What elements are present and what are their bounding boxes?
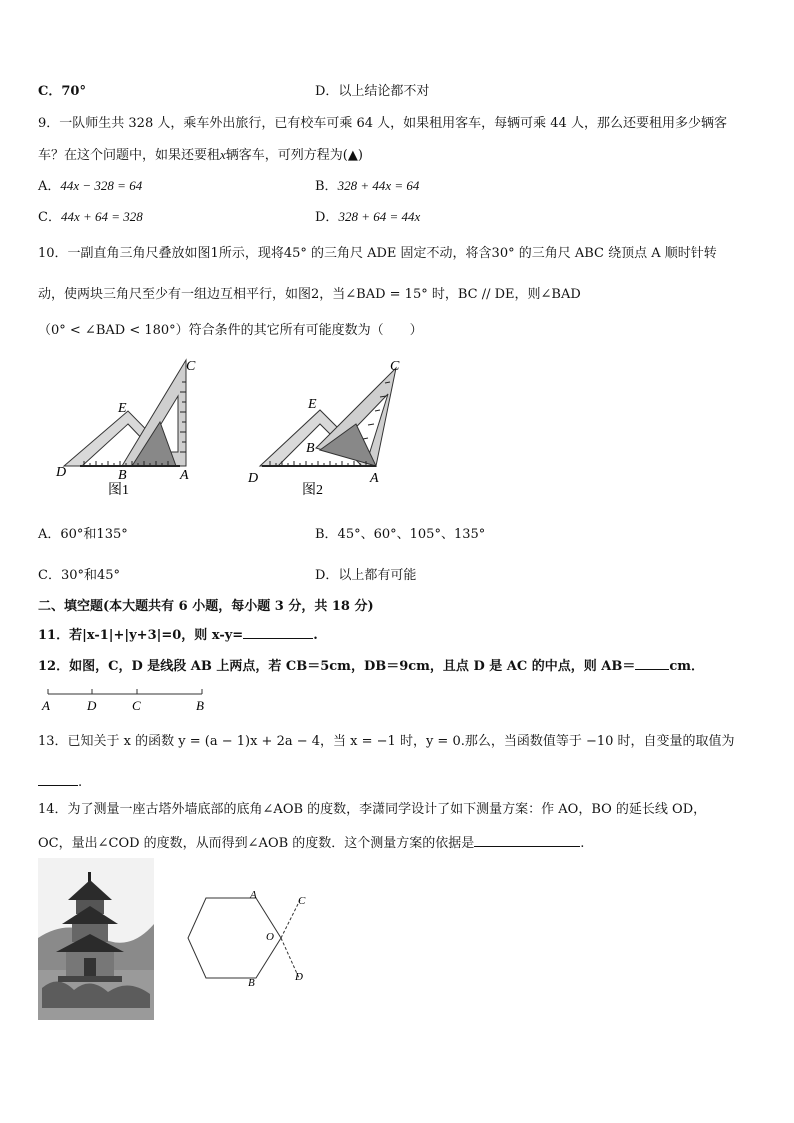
q10-option-c: C．30°和45° — [38, 568, 121, 583]
q9-line2-post: 辆客车，可列方程为(▲) — [225, 148, 363, 163]
q14-end: . — [580, 836, 585, 851]
hex-label-d: D — [295, 971, 303, 983]
fig2-label-c: C — [390, 359, 400, 374]
q14-hexagon-figure — [180, 886, 320, 996]
q12 — [38, 657, 704, 675]
pagoda-door — [84, 958, 96, 978]
q10-figure-2 — [240, 352, 415, 497]
q9-option-a — [38, 178, 142, 195]
q14-line1: 14．为了测量一座古塔外墙底部的底角∠AOB 的度数，李潇同学设计了如下测量方案：作 AO，BO 的延长线 OD， — [38, 802, 707, 817]
q9-option-b-label: B． — [315, 179, 338, 194]
fig1-label-e: E — [118, 401, 127, 416]
q13-text: 13．已知关于 x 的函数 y = (a − 1)x + 2a − 4，当 x = −1 时，y = 0.那么，当函数值等于 −10 时，自变量的取值为 — [38, 734, 735, 749]
q8-option-d: D．以上结论都不对 — [315, 84, 430, 99]
q10-figure-1 — [50, 352, 210, 497]
q10-line3: （0° < ∠BAD < 180°）符合条件的其它所有可能度数为（ ） — [38, 323, 423, 338]
pagoda-base — [58, 976, 122, 982]
hex-label-b: B — [248, 977, 255, 989]
section-2-heading: 二、填空题(本大题共有 6 小题，每小题 3 分，共 18 分) — [38, 599, 374, 614]
hex-label-o: O — [266, 931, 274, 943]
q13-end: . — [78, 775, 83, 790]
q9-option-b — [315, 178, 419, 195]
q9-line2-pre: 车？在这个问题中，如果还要租 — [38, 148, 221, 163]
pagoda-photo — [38, 858, 154, 1020]
q9-option-b-eq: 328 + 44x = 64 — [337, 178, 420, 193]
fig1-label-a: A — [180, 468, 189, 483]
q9-option-d — [315, 209, 420, 226]
fig1-caption: 图1 — [108, 483, 129, 497]
q11 — [38, 626, 318, 644]
q14-answer-blank[interactable] — [474, 834, 580, 847]
q13-answer-line — [38, 773, 82, 791]
fig1-label-c: C — [186, 359, 196, 374]
fig1-label-b: B — [118, 468, 127, 483]
label-d: D — [87, 698, 97, 713]
q9-line1: 9．一队师生共 328 人，乘车外出旅行，已有校车可乘 64 人，如果租用客车，每辆可乘 44 人，那么还要租用多少辆客 — [38, 116, 727, 131]
fig2-label-e: E — [308, 397, 317, 412]
q10-option-b: B．45°、60°、105°、135° — [315, 527, 486, 542]
label-a: A — [42, 698, 50, 713]
q13-answer-blank[interactable] — [38, 773, 78, 786]
q8-option-c: C．70° — [38, 84, 86, 99]
q12-unit: cm． — [669, 659, 704, 674]
q10-line2: 动，使两块三角尺至少有一组边互相平行，如图2，当∠BAD = 15° 时，BC // DE，则∠BAD — [38, 287, 581, 302]
q10-option-d: D．以上都有可能 — [315, 568, 417, 583]
q9-var: x — [220, 147, 226, 162]
fig2-caption: 图2 — [302, 483, 323, 497]
q9-option-c-label: C． — [38, 210, 61, 225]
q9-option-d-label: D． — [315, 210, 339, 225]
label-c: C — [132, 698, 141, 713]
q10-line1: 10．一副直角三角尺叠放如图1所示，现将45° 的三角尺 ADE 固定不动，将含30° 的三角尺 ABC 绕顶点 A 顺时针转 — [38, 246, 717, 261]
q12-answer-blank[interactable] — [635, 657, 669, 670]
q11-text: 11．若|x-1|+|y+3|=0，则 x-y= — [38, 628, 244, 643]
q9-option-c — [38, 209, 143, 226]
fig2-label-d: D — [248, 471, 259, 486]
q9-option-c-eq: 44x + 64 = 328 — [60, 209, 143, 224]
q12-text: 12．如图，C，D 是线段 AB 上两点，若 CB＝5cm，DB＝9cm，且点 D 是 AC 的中点，则 AB＝ — [38, 659, 636, 674]
q9-option-d-eq: 328 + 64 = 44x — [338, 209, 421, 224]
fig2-label-a: A — [370, 471, 379, 486]
q11-answer-blank[interactable] — [243, 626, 313, 639]
q9-option-a-label: A． — [38, 179, 61, 194]
fig2-label-b: B — [306, 441, 315, 456]
q10-option-a: A．60°和135° — [38, 527, 128, 542]
q11-period: . — [313, 628, 318, 643]
q9-line2 — [38, 147, 363, 164]
q14-line2 — [38, 834, 584, 852]
label-b: B — [196, 698, 204, 713]
hex-label-c: C — [298, 895, 306, 907]
q12-segment-figure — [40, 684, 215, 714]
q14-line2-text: OC，量出∠COD 的度数，从而得到∠AOB 的度数．这个测量方案的依据是 — [38, 836, 475, 851]
q9-option-a-eq: 44x − 328 = 64 — [60, 178, 143, 193]
fig1-label-d: D — [56, 465, 67, 480]
hex-label-a: A — [250, 889, 257, 901]
